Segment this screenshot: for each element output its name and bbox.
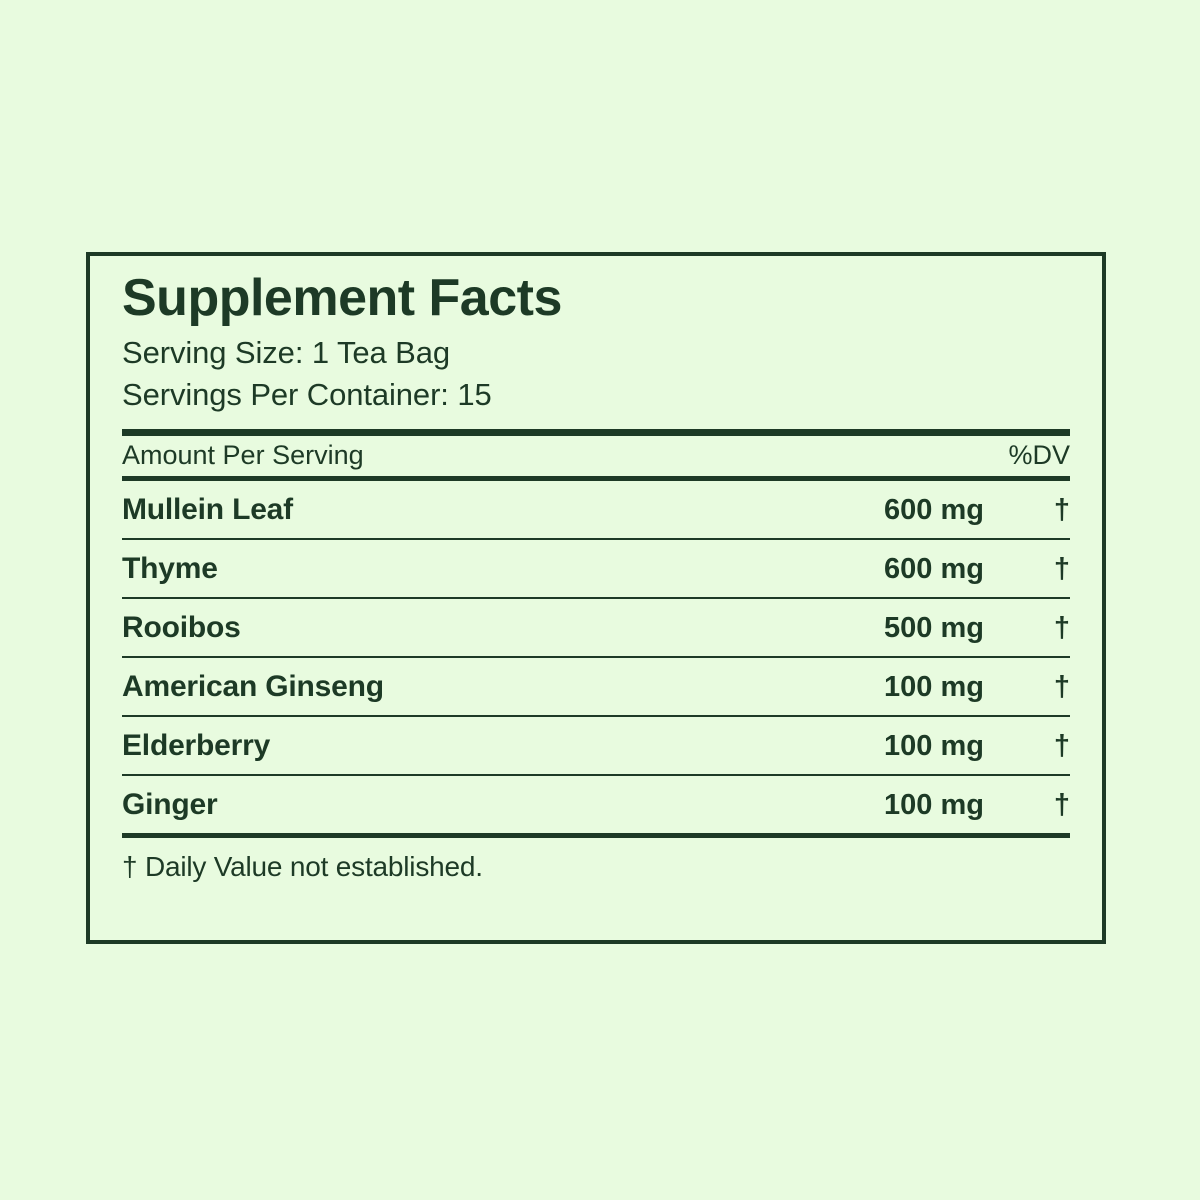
ingredient-dv: † — [984, 598, 1070, 657]
table-row — [122, 598, 1070, 657]
ingredients-table — [122, 481, 1070, 833]
ingredient-amount: 100 mg — [684, 657, 984, 716]
ingredient-dv: † — [984, 716, 1070, 775]
table-row — [122, 716, 1070, 775]
ingredient-dv: † — [1053, 789, 1070, 822]
ingredient-name: American Ginseng — [122, 657, 684, 716]
ingredient-name: Elderberry — [122, 716, 684, 775]
servings-per-container-text: Servings Per Container: 15 — [122, 376, 492, 412]
divider-thick-top — [122, 429, 1070, 436]
table-row — [122, 657, 1070, 716]
ingredient-amount: 600 mg — [684, 539, 984, 598]
ingredient-name: Ginger — [122, 788, 218, 822]
ingredient-amount: 100 mg — [884, 789, 984, 822]
ingredient-dv: † — [984, 481, 1070, 539]
ingredient-amount: 600 mg — [684, 481, 984, 539]
ingredient-dv: † — [984, 539, 1070, 598]
ingredient-dv: † — [984, 657, 1070, 716]
serving-size-text: Serving Size: 1 Tea Bag — [122, 335, 450, 371]
ingredient-amount: 100 mg — [684, 716, 984, 775]
ingredient-name: Thyme — [122, 539, 684, 598]
amount-per-serving-label: Amount Per Serving — [122, 440, 364, 471]
daily-value-label: %DV — [1008, 440, 1070, 471]
table-row — [122, 775, 1070, 833]
ingredient-name: Rooibos — [122, 598, 684, 657]
table-row — [122, 481, 1070, 539]
footnote-text: † Daily Value not established. — [122, 851, 483, 883]
amount-per-serving-header — [122, 436, 1070, 476]
page-title: Supplement Facts — [122, 269, 562, 327]
ingredient-name: Mullein Leaf — [122, 481, 684, 539]
ingredient-amount: 500 mg — [684, 598, 984, 657]
table-row — [122, 539, 1070, 598]
supplement-facts-panel — [86, 252, 1106, 944]
